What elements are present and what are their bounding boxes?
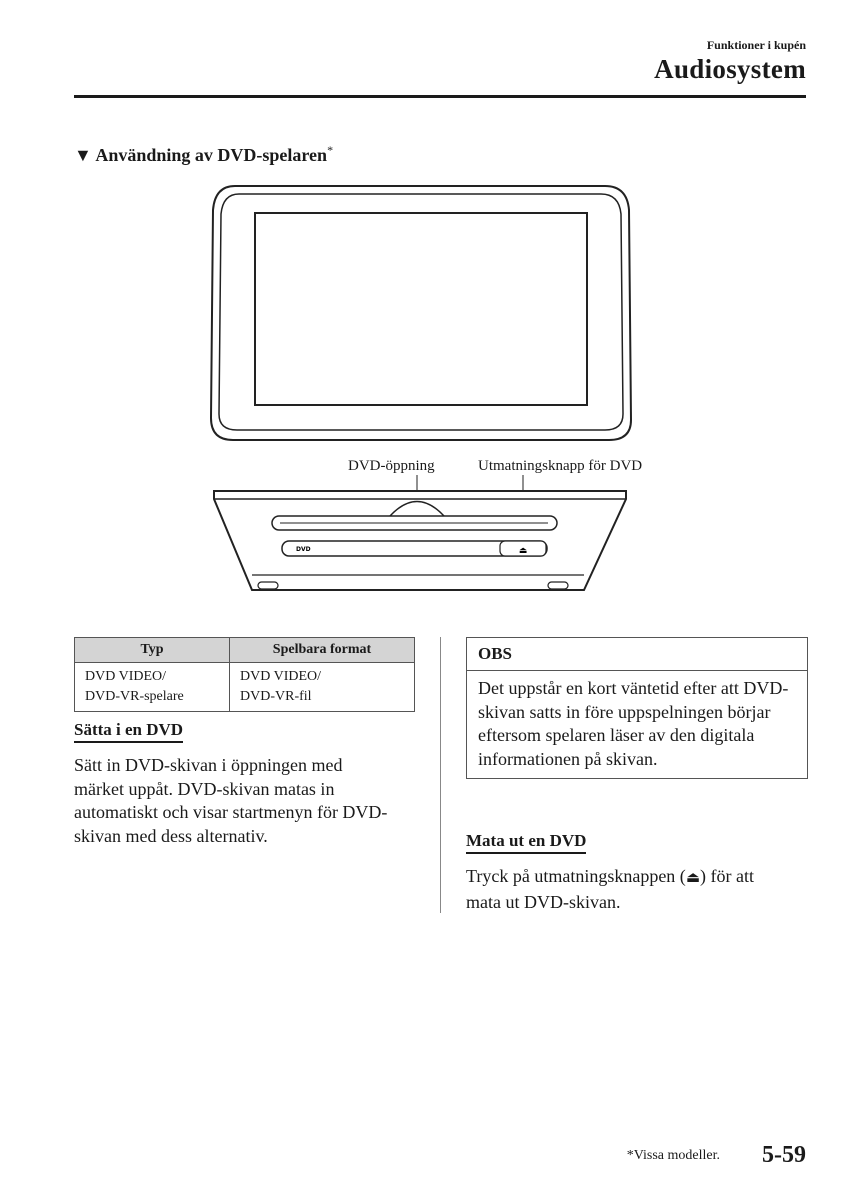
insert-dvd-heading: Sätta i en DVD	[74, 720, 183, 743]
callout-eject-button: Utmatningsknapp för DVD	[478, 458, 643, 474]
table-cell-type: DVD VIDEO/ DVD-VR-spelare	[75, 663, 230, 712]
eject-dvd-heading: Mata ut en DVD	[466, 831, 586, 854]
note-text: Det uppstår en kort väntetid efter att DVD-skivan satts in före uppspelningen börjar eftersom spelaren läser av den digitala informationen på skivan.	[478, 678, 789, 769]
dvd-unit-illustration	[210, 475, 630, 620]
table-cell-format: DVD VIDEO/ DVD-VR-fil	[230, 663, 415, 712]
page-heading	[74, 143, 333, 166]
note-title: OBS	[467, 638, 807, 671]
dvd-logo: DVD	[296, 546, 311, 553]
eject-icon: ⏏	[518, 546, 528, 556]
table-row	[75, 663, 415, 712]
table-header-type: Typ	[75, 638, 230, 663]
note-box	[466, 637, 808, 779]
format-table	[74, 637, 415, 712]
page-number: 5-59	[762, 1142, 806, 1168]
triangle-marker-icon: ▼	[74, 145, 92, 165]
header-rule	[74, 95, 806, 98]
section-title: Audiosystem	[654, 54, 806, 84]
column-divider	[440, 637, 441, 913]
eject-icon: ⏏	[685, 870, 700, 886]
table-header-formats: Spelbara format	[230, 638, 415, 663]
display-screen-illustration	[205, 180, 635, 445]
footnote: *Vissa modeller.	[626, 1148, 720, 1163]
eject-dvd-text: Tryck på utmatningsknappen (⏏) för att mata ut DVD-skivan.	[466, 866, 754, 912]
heading-text: Användning av DVD-spelaren	[95, 145, 328, 165]
insert-dvd-text: Sätt in DVD-skivan i öppningen med märket uppåt. DVD-skivan matas in automatiskt och visar startmenyn för DVD-skivan med dess alternativ.	[74, 755, 388, 846]
chapter-title: Funktioner i kupén	[706, 38, 806, 52]
heading-asterisk: *	[327, 143, 334, 157]
callout-dvd-slot: DVD-öppning	[348, 458, 435, 474]
